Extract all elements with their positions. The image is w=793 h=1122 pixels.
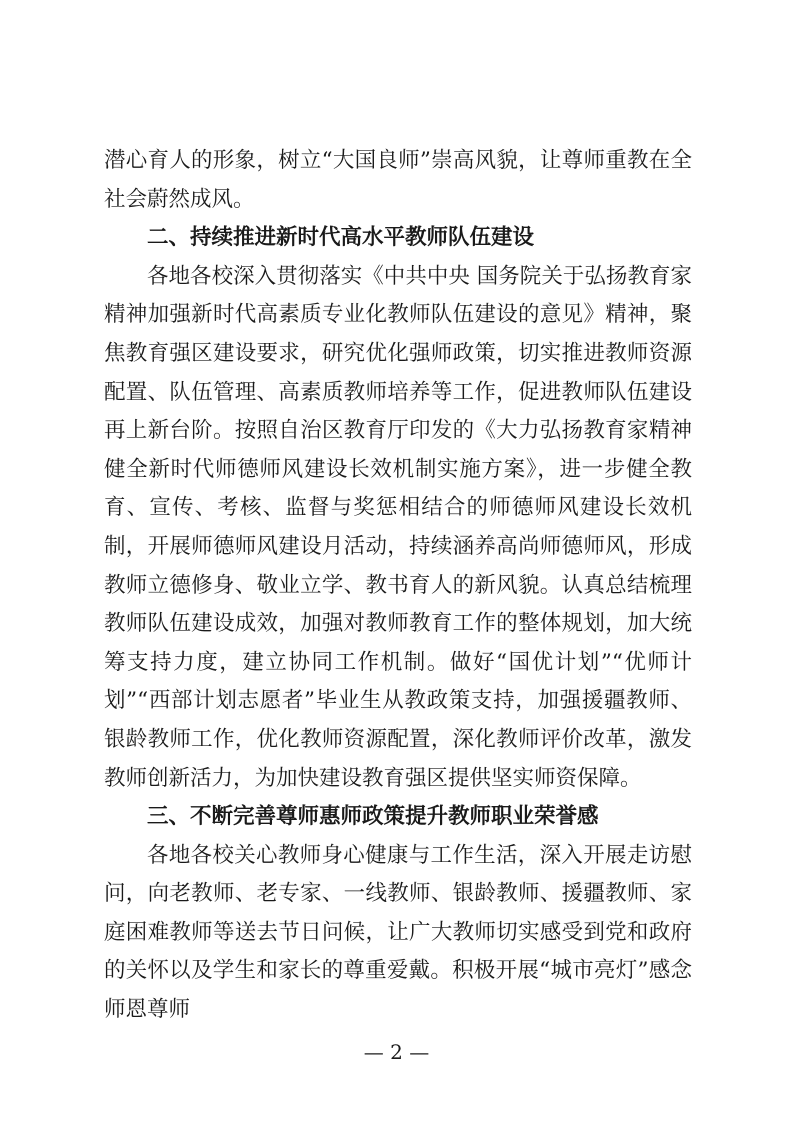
paragraph-section-2: 各地各校深入贯彻落实《中共中央 国务院关于弘扬教育家精神加强新时代高素质专业化教师队伍建设的意见》精神，聚焦教育强区建设要求，研究优化强师政策，切实推进教师资源配置、队伍管理、高素质教师培养等工作，促进教师队伍建设再上新台阶。按照自治区教育厅印发的《大力弘扬教育家精神 健全新时代师德师风建设长效机制实施方案》，进一步健全教育、宣传、考核、监督与奖惩相结合的师德师风建设长效机制，开展师德师风建设月活动，持续涵养高尚师德师风，形成教师立德修身、敬业立学、教书育人的新风貌。认真总结梳理教师队伍建设成效，加强对教师教育工作的整体规划，加大统筹支持力度，建立协同工作机制。做好“国优计划”“优师计划”“西部计划志愿者”毕业生从教政策支持，加强援疆教师、银龄教师工作，优化教师资源配置，深化教师评价改革，激发教师创新活力，为加快建设教育强区提供坚实师资保障。 — [104, 263, 692, 791]
page-number: — 2 — — [363, 1040, 430, 1064]
paragraph-section-3: 各地各校关心教师身心健康与工作生活，深入开展走访慰问，向老教师、老专家、一线教师、银龄教师、援疆教师、家庭困难教师等送去节日问候，让广大教师切实感受到党和政府的关怀以及学生和家长的尊重爱戴。积极开展“城市亮灯”感念师恩尊师 — [104, 842, 692, 1023]
section-heading-3: 三、不断完善尊师惠师政策提升教师职业荣誉感 — [147, 804, 599, 830]
paragraph-continuation: 潜心育人的形象，树立“大国良师”崇高风貌，让尊师重教在全社会蔚然成风。 — [104, 148, 692, 212]
document-body — [104, 142, 692, 1030]
section-heading-2: 二、持续推进新时代高水平教师队伍建设 — [147, 225, 535, 251]
